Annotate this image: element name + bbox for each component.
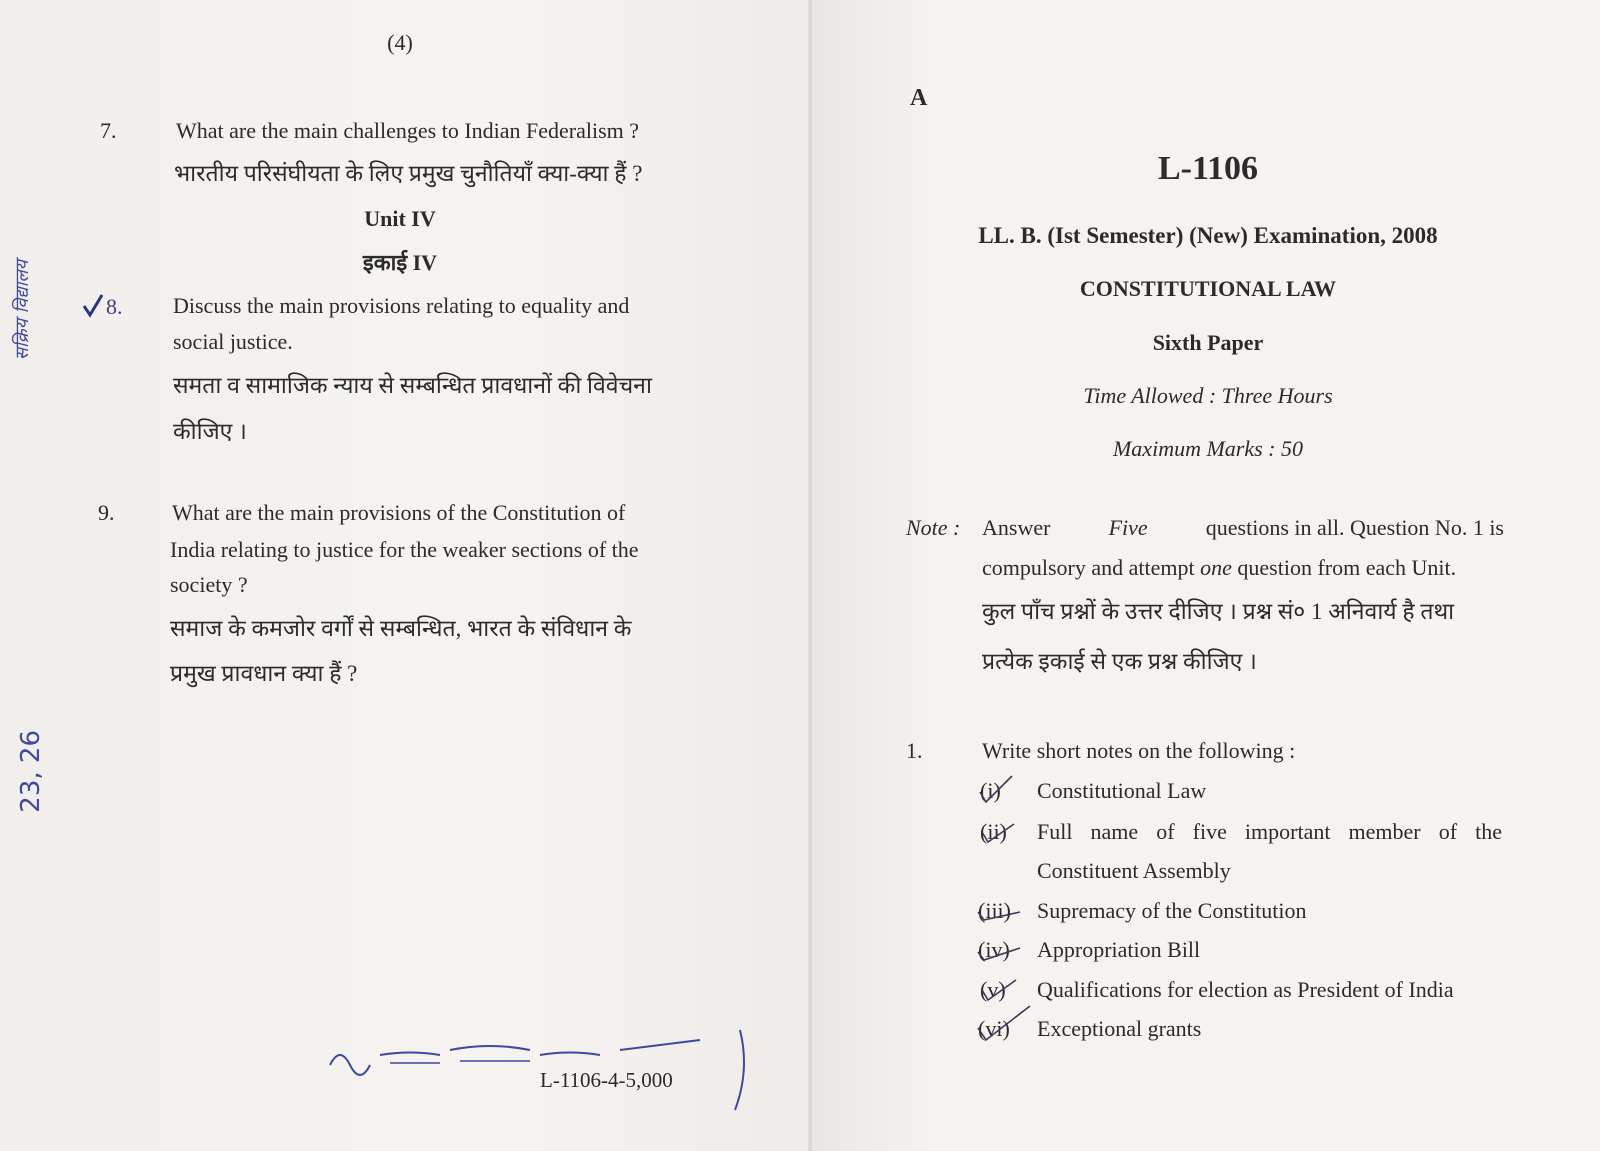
series-letter: A: [910, 85, 928, 111]
item-number: (vi): [978, 1016, 1010, 1041]
question-text: Discuss the main provisions relating to equality and: [173, 293, 630, 318]
question-text-hindi: भारतीय परिसंघीयता के लिए प्रमुख चुनौतियाँ क्या-क्या हैं ?: [174, 161, 643, 186]
item-text: Qualifications for election as President of India: [1037, 977, 1454, 1002]
note-line: [982, 557, 1456, 579]
question-text-hindi: समता व सामाजिक न्याय से सम्बन्धित प्रावधानों की विवेचना: [173, 373, 652, 398]
unit-heading: Unit IV: [364, 206, 436, 231]
item-number: (ii): [980, 819, 1007, 844]
right-page: [812, 0, 1600, 1151]
handwritten-date: 23, 26: [16, 730, 46, 813]
question-text: What are the main provisions of the Constitution of: [172, 500, 626, 525]
question-text: social justice.: [173, 329, 293, 354]
question-number: 9.: [98, 500, 115, 525]
tick-marks-icon: [972, 770, 1042, 1060]
time-allowed: Time Allowed : Three Hours: [1083, 383, 1333, 408]
note-label: Note :: [906, 515, 961, 540]
question-text: India relating to justice for the weaker sections of the: [170, 537, 639, 562]
note-text: questions in all. Question No. 1 is: [1205, 515, 1504, 540]
paper-name: Sixth Paper: [1152, 330, 1264, 355]
page-number: (4): [387, 30, 413, 55]
note-hindi: प्रत्येक इकाई से एक प्रश्न कीजिए ।: [982, 649, 1257, 674]
note-hindi: कुल पाँच प्रश्नों के उत्तर दीजिए । प्रश्न सं० 1 अनिवार्य है तथा: [982, 599, 1455, 624]
item-text: Full name of five important member of the: [1037, 819, 1502, 844]
maximum-marks: Maximum Marks : 50: [1112, 436, 1304, 461]
item-text: Supremacy of the Constitution: [1037, 898, 1307, 923]
item-number: (i): [980, 778, 1001, 803]
unit-heading-hindi: इकाई IV: [362, 250, 438, 275]
note-text: Answer: [982, 515, 1051, 540]
question-text: What are the main challenges to Indian Federalism ?: [176, 118, 640, 143]
paper-code: L-1106: [1157, 150, 1259, 187]
note-text: compulsory and attempt: [982, 555, 1195, 580]
question-text-hindi: समाज के कमजोर वर्गों से सम्बन्धित, भारत के संविधान के: [170, 616, 632, 641]
item-text: Exceptional grants: [1037, 1016, 1202, 1041]
item-number: (iv): [978, 937, 1010, 962]
question-number: 1.: [906, 738, 923, 763]
question-prompt: Write short notes on the following :: [982, 738, 1296, 763]
note-emphasis: Five: [1108, 515, 1148, 540]
footer-code: L-1106-4-5,000: [540, 1068, 673, 1092]
tick-mark-icon: [82, 292, 104, 318]
note-emphasis: one: [1200, 555, 1232, 580]
question-text: society ?: [170, 572, 248, 597]
exam-title: LL. B. (Ist Semester) (New) Examination, 2008: [978, 223, 1438, 248]
question-text-hindi: कीजिए ।: [173, 419, 247, 444]
note-line: [982, 517, 1504, 539]
item-text: Appropriation Bill: [1037, 937, 1201, 962]
item-number: (iii): [978, 898, 1011, 923]
handwritten-margin-note: सक्रिय विद्यालय: [12, 260, 33, 361]
item-text: Constitutional Law: [1037, 778, 1207, 803]
question-number: 8.: [106, 294, 123, 319]
item-number: (v): [980, 977, 1006, 1002]
handwritten-scribble-icon: [300, 1025, 780, 1115]
subject: CONSTITUTIONAL LAW: [1079, 276, 1337, 301]
note-text: question from each Unit.: [1237, 555, 1457, 580]
item-text: Constituent Assembly: [1037, 858, 1231, 883]
question-number: 7.: [100, 118, 117, 143]
question-text-hindi: प्रमुख प्रावधान क्या हैं ?: [170, 661, 358, 686]
